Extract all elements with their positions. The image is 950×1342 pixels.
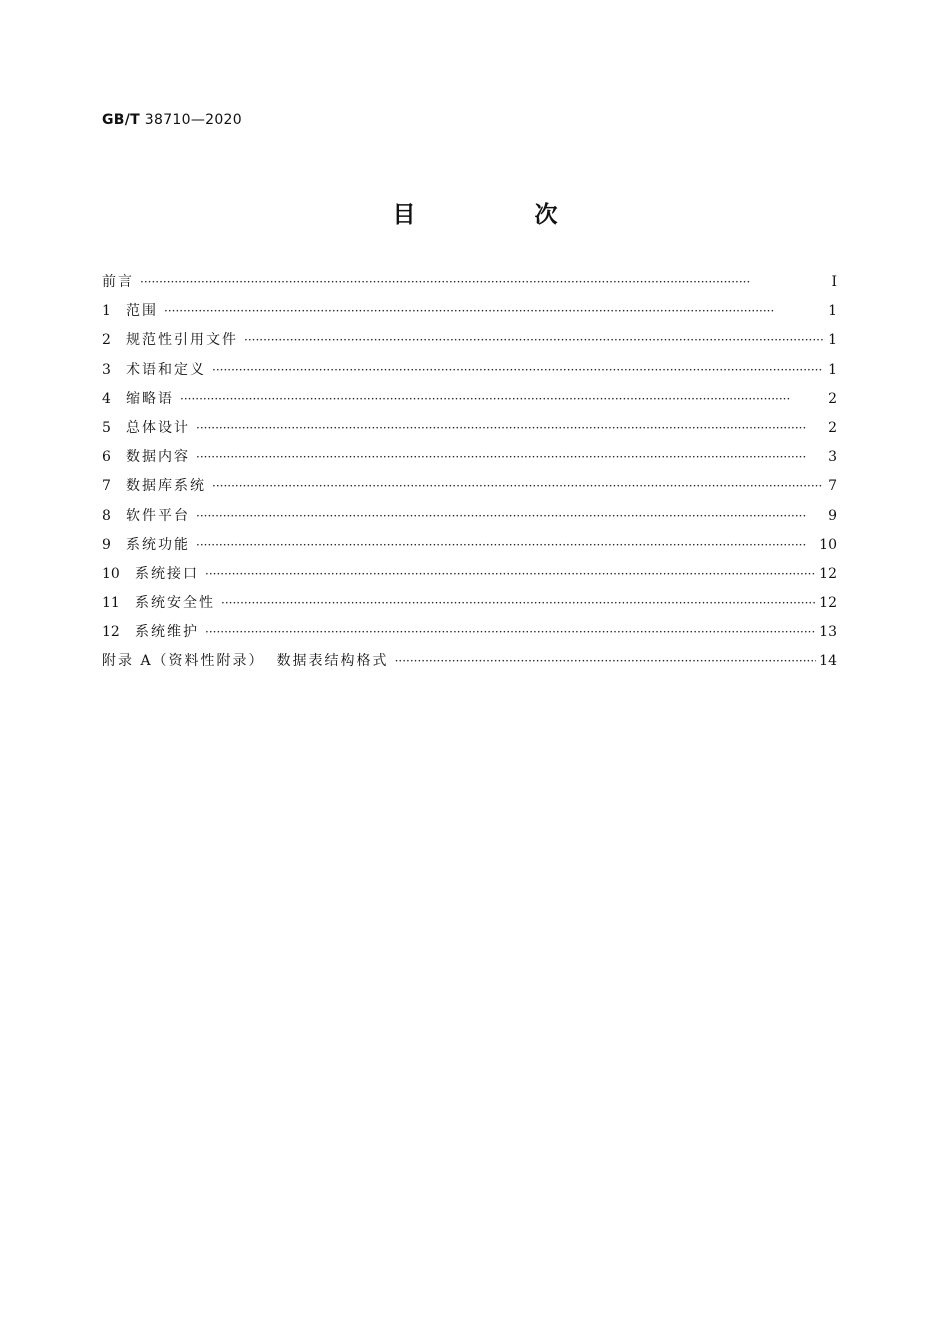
- toc-leader-dots: [196, 538, 816, 552]
- toc-entry-label: 系统功能: [126, 536, 190, 553]
- standard-code: [102, 112, 242, 128]
- toc-leader-dots: [180, 392, 825, 406]
- toc-entry-3[interactable]: [102, 359, 837, 388]
- toc-entry-label: [102, 650, 389, 670]
- toc-entry-label: 系统安全性: [135, 595, 215, 612]
- toc-entry-label: 规范性引用文件: [126, 332, 238, 349]
- toc-entry-number: 2: [102, 332, 111, 349]
- toc-leader-dots: [140, 275, 828, 289]
- toc-entry-page: 1: [828, 332, 837, 349]
- toc-entry-page: 1: [828, 303, 837, 320]
- toc-entry-4[interactable]: [102, 388, 837, 417]
- toc-entry-page: 12: [819, 595, 837, 612]
- toc-entry-label: 总体设计: [126, 419, 190, 436]
- toc-entry-number: 12: [102, 624, 120, 641]
- appendix-title: 数据表结构格式: [276, 653, 389, 670]
- toc-leader-dots: [212, 479, 825, 493]
- toc-entry-foreword[interactable]: [102, 271, 837, 300]
- toc-entry-11[interactable]: [102, 592, 837, 621]
- toc-leader-dots: [164, 304, 825, 318]
- toc-entry-page: 14: [819, 653, 837, 670]
- toc-entry-page: 10: [819, 536, 837, 553]
- toc-entry-number: 10: [102, 565, 120, 582]
- toc-entry-page: 12: [819, 565, 837, 582]
- toc-leader-dots: [395, 654, 817, 668]
- toc-entry-8[interactable]: [102, 505, 837, 534]
- toc-entry-label: 术语和定义: [126, 361, 206, 378]
- table-of-contents: [102, 271, 837, 680]
- toc-leader-dots: [244, 333, 825, 347]
- toc-entry-page: 2: [828, 419, 837, 436]
- toc-entry-1[interactable]: [102, 300, 837, 329]
- toc-leader-dots: [196, 509, 825, 523]
- toc-entry-page: 2: [828, 390, 837, 407]
- toc-entry-number: 6: [102, 449, 111, 466]
- toc-entry-label: 数据库系统: [126, 478, 206, 495]
- toc-entry-page: 3: [828, 449, 837, 466]
- toc-entry-label: 范围: [126, 303, 158, 320]
- toc-entry-10[interactable]: [102, 563, 837, 592]
- toc-leader-dots: [205, 567, 816, 581]
- toc-entry-6[interactable]: [102, 446, 837, 475]
- toc-entry-page: 7: [828, 478, 837, 495]
- appendix-tag: 附录 A（资料性附录）: [102, 653, 265, 670]
- toc-entry-number: 7: [102, 478, 111, 495]
- toc-entry-number: 9: [102, 536, 111, 553]
- toc-leader-dots: [196, 421, 825, 435]
- standard-prefix: GB/T: [102, 112, 141, 128]
- toc-leader-dots: [205, 625, 816, 639]
- toc-entry-appendix-a[interactable]: [102, 650, 837, 679]
- toc-entry-number: 11: [102, 595, 120, 612]
- toc-entry-page: 9: [828, 507, 837, 524]
- standard-number: 38710—2020: [144, 112, 242, 128]
- toc-entry-label: 系统接口: [135, 565, 199, 582]
- page-title: 目 次: [392, 202, 606, 228]
- toc-entry-number: 8: [102, 507, 111, 524]
- toc-entry-label: 前言: [102, 274, 134, 290]
- toc-entry-label: 软件平台: [126, 507, 190, 524]
- toc-leader-dots: [212, 363, 825, 377]
- toc-entry-page: 13: [819, 624, 837, 641]
- toc-leader-dots: [221, 596, 816, 610]
- toc-entry-number: 4: [102, 390, 111, 407]
- toc-entry-label: 系统维护: [135, 624, 199, 641]
- toc-entry-5[interactable]: [102, 417, 837, 446]
- toc-entry-9[interactable]: [102, 534, 837, 563]
- toc-entry-page: Ⅰ: [831, 274, 837, 290]
- toc-entry-number: 3: [102, 361, 111, 378]
- toc-entry-label: 缩略语: [126, 390, 174, 407]
- toc-entry-number: 5: [102, 419, 111, 436]
- toc-leader-dots: [196, 450, 825, 464]
- toc-entry-label: 数据内容: [126, 449, 190, 466]
- toc-entry-2[interactable]: [102, 329, 837, 358]
- toc-entry-page: 1: [828, 361, 837, 378]
- toc-entry-7[interactable]: [102, 475, 837, 504]
- toc-entry-12[interactable]: [102, 621, 837, 650]
- toc-entry-number: 1: [102, 303, 111, 320]
